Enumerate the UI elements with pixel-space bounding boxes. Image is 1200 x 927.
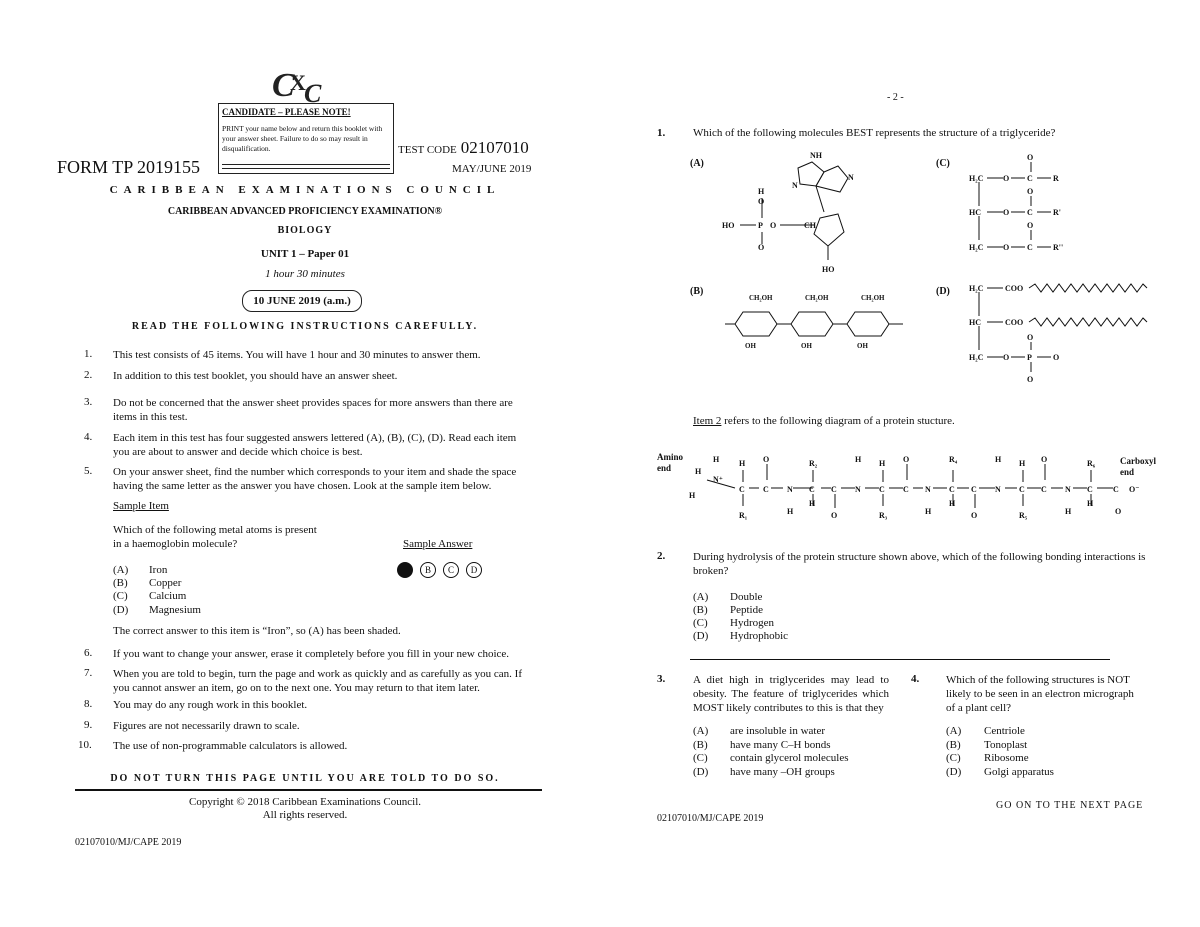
svg-text:R₃: R₃	[879, 511, 888, 520]
svg-text:COO: COO	[1005, 318, 1024, 327]
option-label: (A)	[690, 158, 704, 169]
svg-text:C: C	[1027, 174, 1033, 183]
rights: All rights reserved.	[262, 809, 348, 821]
svg-text:C: C	[1019, 485, 1025, 494]
svg-text:C: C	[739, 485, 745, 494]
instruction-text: In addition to this test booklet, you should have an answer sheet.	[113, 370, 398, 382]
svg-text:OH: OH	[857, 342, 868, 350]
svg-text:N: N	[848, 173, 854, 182]
svg-text:HO: HO	[722, 221, 735, 230]
svg-text:O: O	[763, 455, 770, 464]
svg-text:H: H	[1019, 459, 1026, 468]
go-on-next-page: GO ON TO THE NEXT PAGE	[996, 800, 1144, 811]
subject: BIOLOGY	[277, 225, 333, 236]
sample-option-text: Magnesium	[149, 604, 201, 616]
svg-text:CH₂OH: CH₂OH	[805, 294, 829, 302]
sample-question-line-1: Which of the following metal atoms is present	[113, 524, 317, 536]
instruction-text: You may do any rough work in this booklet.	[113, 699, 308, 711]
option-letter: (C)	[946, 752, 961, 764]
option-text: Hydrophobic	[730, 630, 789, 642]
instruction-number: 5.	[84, 465, 93, 477]
sample-item-heading: Sample Item	[113, 500, 169, 512]
svg-text:H₂C: H₂C	[969, 353, 984, 362]
do-not-turn: DO NOT TURN THIS PAGE UNTIL YOU ARE TOLD TO DO SO.	[110, 773, 500, 784]
item-2-reference: Item 2	[693, 415, 722, 427]
candidate-notice-box	[218, 103, 394, 174]
svg-text:OH: OH	[745, 342, 756, 350]
sample-question-line-2: in a haemoglobin molecule?	[113, 538, 238, 550]
svg-text:HC: HC	[969, 318, 981, 327]
option-text: Centriole	[984, 725, 1025, 737]
svg-text:H: H	[695, 467, 702, 476]
svg-text:R': R'	[1053, 208, 1061, 217]
sample-option-text: Iron	[149, 564, 168, 576]
svg-text:O: O	[1003, 208, 1010, 217]
svg-text:CH: CH	[804, 221, 816, 230]
answer-bubble: B	[420, 562, 436, 578]
svg-text:CH₂OH: CH₂OH	[749, 294, 773, 302]
question-number: 1.	[657, 127, 666, 139]
sample-option-text: Calcium	[149, 590, 187, 602]
option-letter: (B)	[693, 739, 708, 751]
instruction-number: 8.	[84, 698, 93, 710]
option-text: have many –OH groups	[730, 766, 835, 778]
svg-text:N: N	[995, 485, 1001, 494]
svg-text:H: H	[689, 491, 696, 500]
svg-text:R'': R''	[1053, 243, 1064, 252]
svg-text:C: C	[763, 485, 769, 494]
svg-text:O: O	[903, 455, 910, 464]
instruction-text: When you are told to begin, turn the page and work as quickly and as carefully as you can. If you cannot answer an item, go on to the next one. You may return to that item later.	[113, 668, 523, 694]
svg-text:R₄: R₄	[949, 455, 958, 464]
question-number: 4.	[911, 673, 920, 685]
svg-text:COO: COO	[1005, 284, 1024, 293]
option-letter: (A)	[693, 725, 709, 737]
option-text: have many C–H bonds	[730, 739, 831, 751]
svg-text:R₂: R₂	[809, 459, 818, 468]
option-letter: (A)	[693, 591, 709, 603]
option-letter: (C)	[693, 752, 708, 764]
option-letter: (D)	[693, 766, 709, 778]
carboxyl-end: end	[1120, 467, 1135, 477]
amino-label: Amino	[657, 452, 684, 462]
svg-text:N⁺: N⁺	[713, 475, 723, 484]
svg-text:H: H	[1087, 499, 1094, 508]
svg-text:C: C	[903, 485, 909, 494]
unit: UNIT 1 – Paper 01	[260, 248, 350, 260]
svg-text:O: O	[1027, 153, 1034, 162]
notice-title: CANDIDATE – PLEASE NOTE!	[222, 107, 351, 117]
cxc-logo-icon	[270, 64, 330, 106]
svg-text:O: O	[1053, 353, 1060, 362]
question-text: Which of the following structures is NOT likely to be seen in an electron micrograph of a plant cell?	[946, 674, 1134, 714]
svg-text:N: N	[792, 181, 798, 190]
instruction-text: On your answer sheet, find the number which corresponds to your item and shade the space having the same letter as the answer you have chosen. Look at the sample item below.	[113, 466, 517, 492]
svg-text:O: O	[758, 197, 765, 206]
svg-text:H₂C: H₂C	[969, 243, 984, 252]
instruction-number: 4.	[84, 431, 93, 443]
svg-text:O: O	[1115, 507, 1122, 516]
svg-text:O: O	[831, 511, 838, 520]
svg-text:HO: HO	[822, 265, 835, 274]
duration: 1 hour 30 minutes	[265, 268, 345, 280]
option-letter: (D)	[693, 630, 709, 642]
svg-text:H: H	[925, 507, 932, 516]
svg-text:O: O	[1003, 243, 1010, 252]
svg-text:C: C	[1027, 208, 1033, 217]
instruction-text: Each item in this test has four suggested answers lettered (A), (B), (C), (D). Read each item you are about to answer and decide which choice is best.	[113, 432, 517, 458]
svg-text:H: H	[855, 455, 862, 464]
page-number: - 2 -	[887, 92, 904, 103]
instruction-number: 2.	[84, 369, 93, 381]
svg-text:H: H	[879, 459, 886, 468]
structure-c-ester-diagram	[965, 150, 1075, 260]
exam-date: 10 JUNE 2019 (a.m.)	[242, 290, 362, 312]
option-letter: (A)	[946, 725, 962, 737]
sample-option-text: Copper	[149, 577, 182, 589]
sample-option-letter: (A)	[113, 564, 129, 576]
instruction-number: 3.	[84, 396, 93, 408]
svg-text:C: C	[272, 67, 295, 104]
svg-text:C: C	[304, 79, 322, 106]
svg-text:H: H	[809, 499, 816, 508]
footer-code: 02107010/MJ/CAPE 2019	[75, 837, 182, 848]
svg-text:O: O	[1027, 221, 1034, 230]
option-label: (B)	[690, 286, 704, 297]
svg-text:H: H	[1065, 507, 1072, 516]
carboxyl-end-label	[1120, 456, 1156, 478]
option-text: Golgi apparatus	[984, 766, 1054, 778]
test-code: 02107010	[460, 138, 529, 157]
instruction-number: 10.	[78, 739, 92, 751]
svg-text:C: C	[1027, 243, 1033, 252]
svg-text:C: C	[949, 485, 955, 494]
footer-code: 02107010/MJ/CAPE 2019	[657, 813, 764, 824]
svg-text:C: C	[879, 485, 885, 494]
option-label: (D)	[936, 286, 950, 297]
footer-rule	[75, 789, 542, 791]
svg-text:N: N	[855, 485, 861, 494]
item-2-reference-text: refers to the following diagram of a protein stucture.	[721, 415, 955, 427]
question-text: During hydrolysis of the protein structure shown above, which of the following bonding interactions is broken?	[693, 551, 1146, 577]
svg-text:H: H	[739, 459, 746, 468]
svg-text:C: C	[809, 485, 815, 494]
svg-text:H: H	[758, 187, 765, 196]
question-text: A diet high in triglycerides may lead to obesity. The feature of triglycerides which MOST likely contributes to this is that they	[693, 674, 889, 714]
instruction-text: This test consists of 45 items. You will have 1 hour and 30 minutes to answer them.	[113, 349, 481, 361]
svg-text:R₁: R₁	[739, 511, 748, 520]
council-title: CARIBBEAN EXAMINATIONS COUNCIL	[109, 184, 501, 196]
svg-text:N: N	[1065, 485, 1071, 494]
option-text: contain glycerol molecules	[730, 752, 849, 764]
svg-text:H₂C: H₂C	[969, 174, 984, 183]
instruction-text: Do not be concerned that the answer sheet provides spaces for more answers than there are items in this test.	[113, 397, 513, 423]
svg-text:O: O	[1027, 375, 1034, 384]
sample-option-letter: (C)	[113, 590, 128, 602]
svg-text:N: N	[787, 485, 793, 494]
svg-text:R₆: R₆	[1087, 459, 1096, 468]
svg-text:O: O	[1027, 187, 1034, 196]
exam-title: CARIBBEAN ADVANCED PROFICIENCY EXAMINATION®	[167, 206, 443, 217]
name-line-2	[222, 168, 390, 169]
svg-text:O: O	[1003, 353, 1010, 362]
sample-option-letter: (B)	[113, 577, 128, 589]
instruction-number: 1.	[84, 348, 93, 360]
question-number: 2.	[657, 550, 666, 562]
amino-end: end	[657, 463, 672, 473]
svg-text:H: H	[787, 507, 794, 516]
form-number: FORM TP 2019155	[57, 157, 201, 177]
svg-text:C: C	[1041, 485, 1047, 494]
svg-text:C: C	[971, 485, 977, 494]
svg-text:C: C	[1113, 485, 1119, 494]
structure-d-phospholipid-diagram	[965, 280, 1155, 390]
svg-text:C: C	[1087, 485, 1093, 494]
instruction-number: 6.	[84, 647, 93, 659]
svg-text:O: O	[758, 243, 765, 252]
test-code-label: TEST CODE	[398, 144, 457, 156]
option-label: (C)	[936, 158, 950, 169]
answer-bubble: C	[443, 562, 459, 578]
question-number: 3.	[657, 673, 666, 685]
instruction-number: 7.	[84, 667, 93, 679]
svg-text:H: H	[713, 455, 720, 464]
option-letter: (B)	[693, 604, 708, 616]
instruction-number: 9.	[84, 719, 93, 731]
svg-text:N: N	[925, 485, 931, 494]
structure-a-nucleotide-diagram	[720, 148, 880, 278]
sample-option-letter: (D)	[113, 604, 129, 616]
svg-text:CH₂OH: CH₂OH	[861, 294, 885, 302]
svg-text:O: O	[971, 511, 978, 520]
amino-end-label	[657, 452, 683, 474]
svg-text:O: O	[1027, 333, 1034, 342]
instruction-text: If you want to change your answer, erase it completely before you fill in your new choice.	[113, 648, 510, 660]
option-text: Tonoplast	[984, 739, 1028, 751]
svg-text:H: H	[949, 499, 956, 508]
svg-text:O: O	[1041, 455, 1048, 464]
protein-chain-diagram	[655, 450, 1175, 525]
svg-text:H: H	[995, 455, 1002, 464]
option-letter: (C)	[693, 617, 708, 629]
option-text: Double	[730, 591, 763, 603]
divider	[690, 659, 1110, 660]
svg-text:HC: HC	[969, 208, 981, 217]
option-letter: (D)	[946, 766, 962, 778]
instruction-text: The use of non-programmable calculators is allowed.	[113, 740, 348, 752]
option-text: Peptide	[730, 604, 763, 616]
svg-text:O: O	[1003, 174, 1010, 183]
sample-answer-heading: Sample Answer	[403, 538, 473, 550]
svg-text:O: O	[770, 221, 777, 230]
option-text: Ribosome	[984, 752, 1029, 764]
svg-text:O⁻: O⁻	[1129, 485, 1140, 494]
notice-body: PRINT your name below and return this booklet with your answer sheet. Failure to do so may result in disqualification.	[222, 124, 383, 153]
instruction-text: Figures are not necessarily drawn to scale.	[113, 720, 300, 732]
structure-b-polysaccharide-diagram	[725, 290, 915, 352]
answer-bubble: D	[466, 562, 482, 578]
read-heading: READ THE FOLLOWING INSTRUCTIONS CAREFULLY.	[131, 321, 479, 332]
option-text: Hydrogen	[730, 617, 774, 629]
svg-text:C: C	[831, 485, 837, 494]
copyright: Copyright © 2018 Caribbean Examinations Council.	[189, 796, 421, 808]
option-letter: (B)	[946, 739, 961, 751]
sample-note: The correct answer to this item is “Iron”, so (A) has been shaded.	[113, 625, 401, 637]
svg-text:R: R	[1053, 174, 1059, 183]
session: MAY/JUNE 2019	[452, 163, 532, 175]
name-line	[222, 164, 390, 165]
svg-text:H₂C: H₂C	[969, 284, 984, 293]
answer-bubble-shaded	[397, 562, 413, 578]
carboxyl-label: Carboxyl	[1120, 456, 1156, 466]
svg-text:R₅: R₅	[1019, 511, 1028, 520]
svg-text:OH: OH	[801, 342, 812, 350]
svg-text:X: X	[290, 70, 306, 95]
svg-text:P: P	[1027, 353, 1032, 362]
option-text: are insoluble in water	[730, 725, 825, 737]
question-text: Which of the following molecules BEST represents the structure of a triglyceride?	[693, 127, 1056, 139]
svg-text:P: P	[758, 221, 763, 230]
svg-text:NH: NH	[810, 151, 822, 160]
